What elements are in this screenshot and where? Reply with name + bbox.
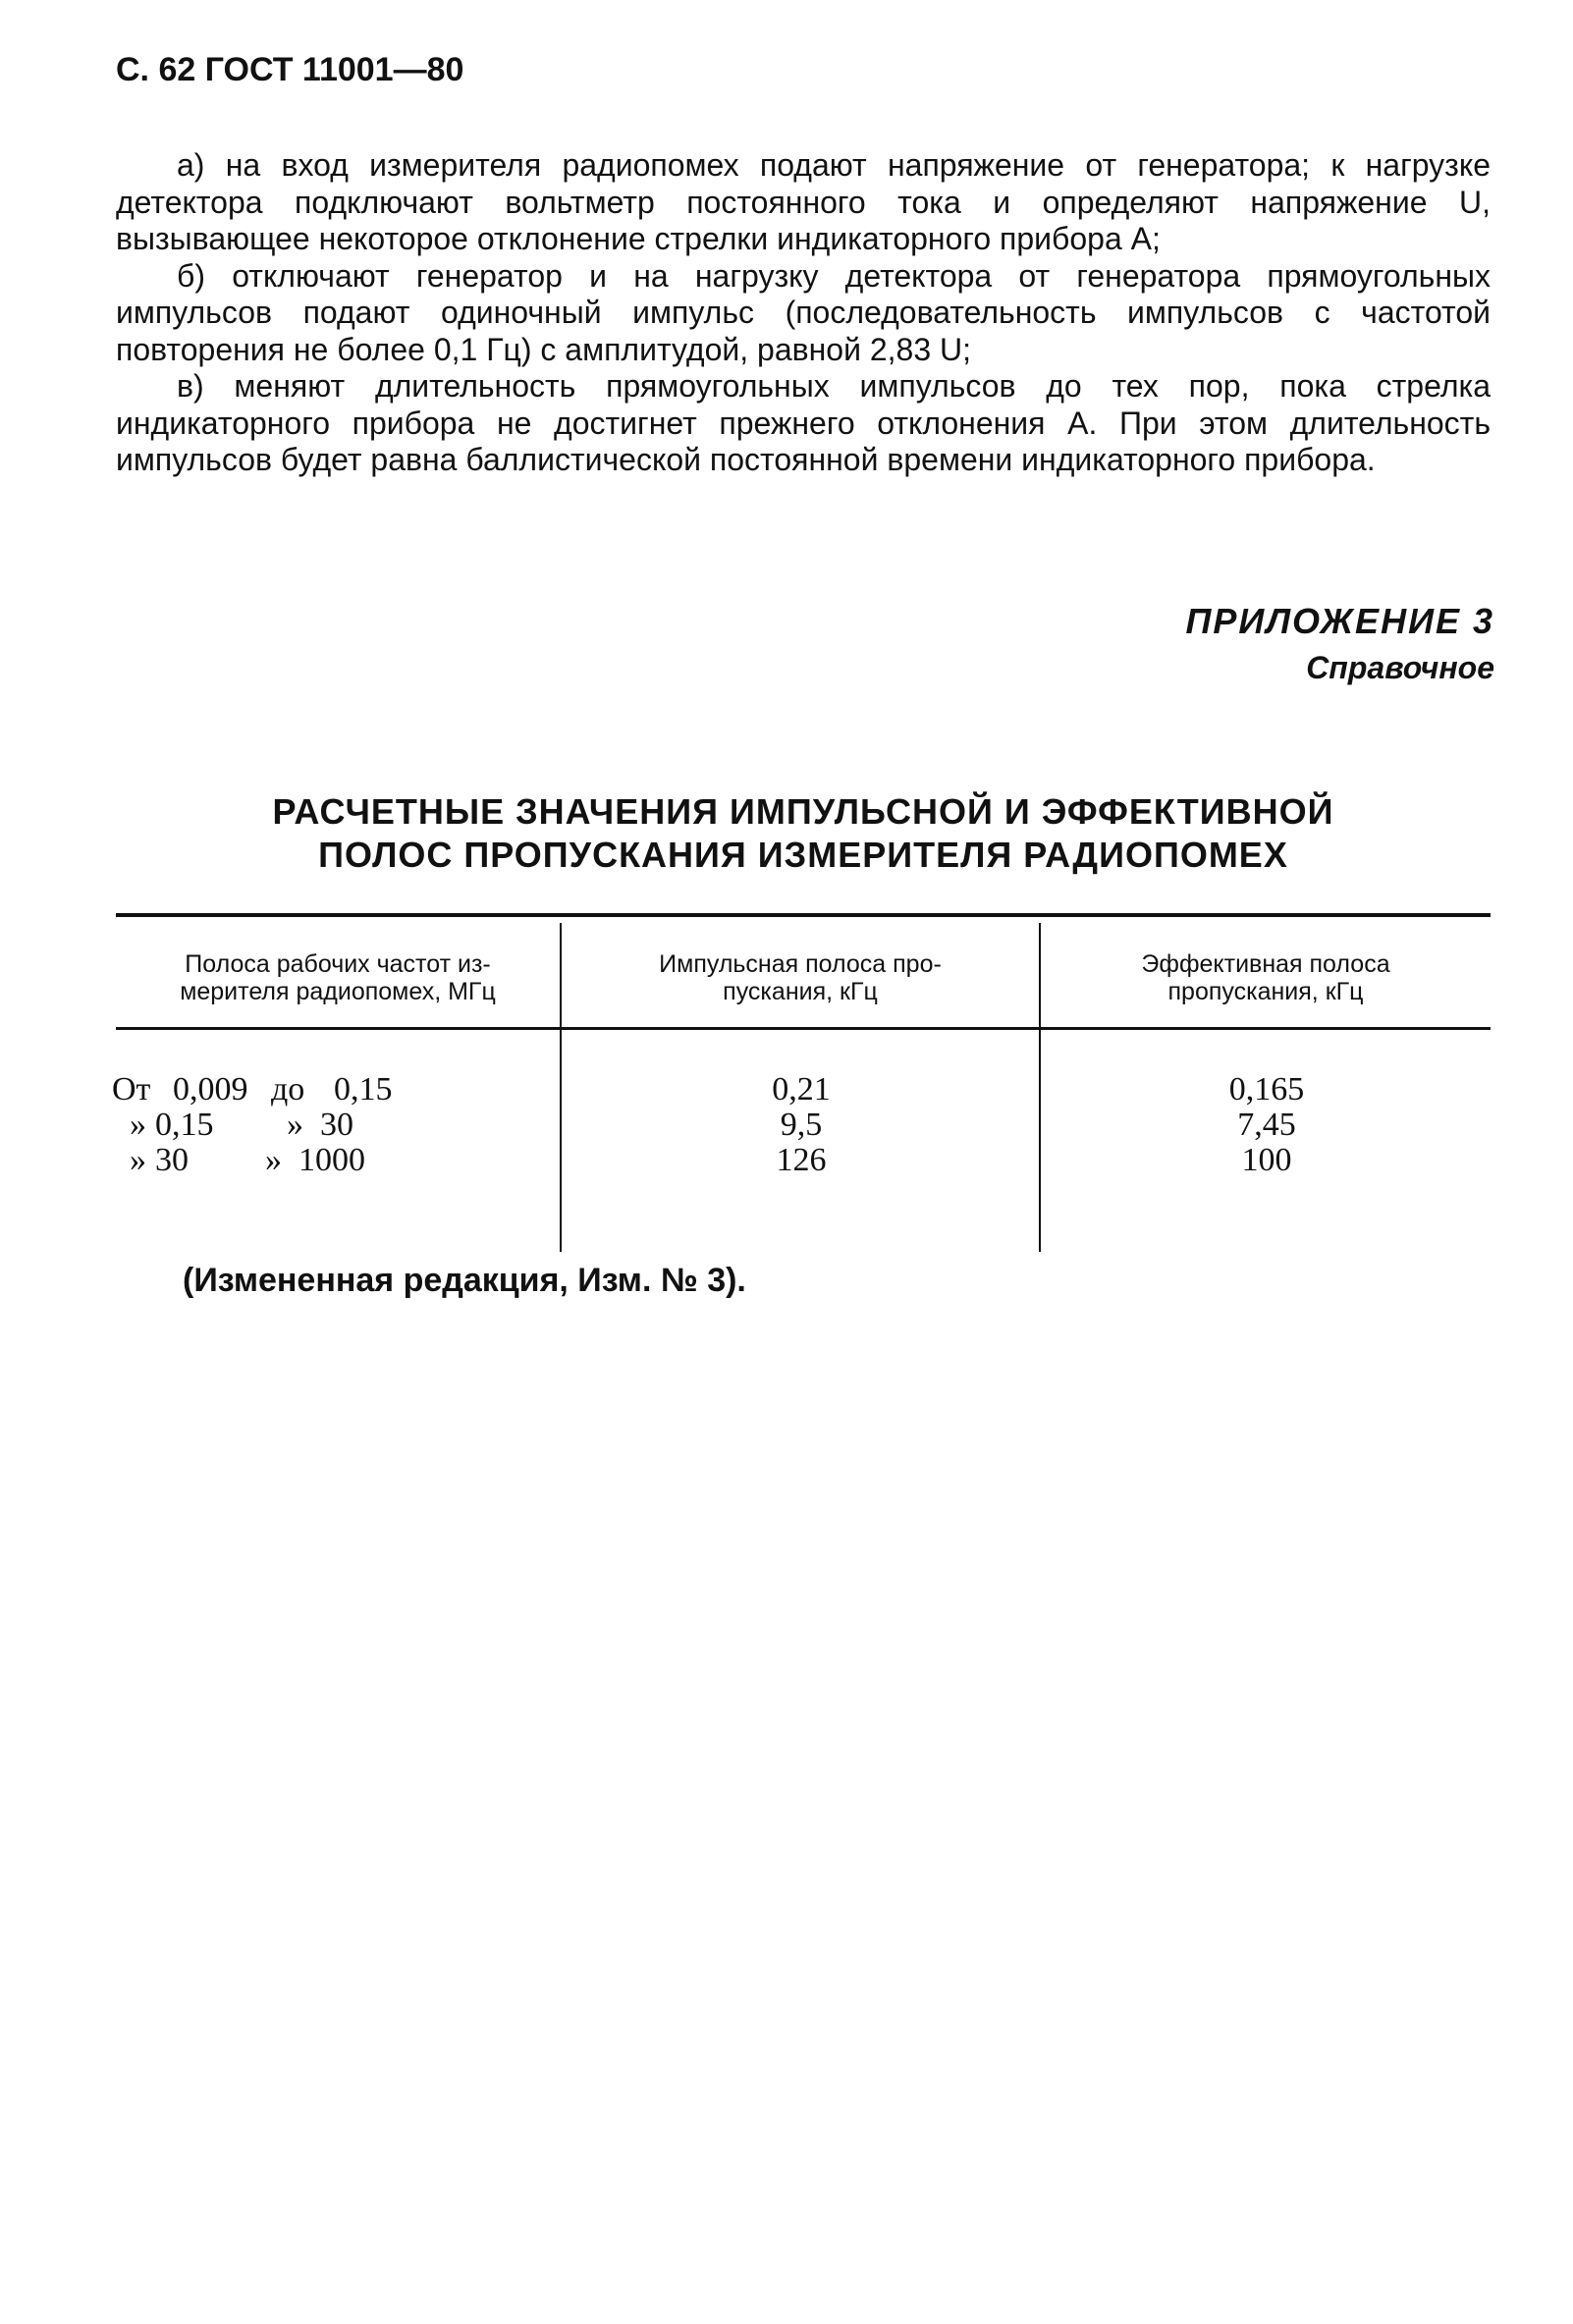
range-from: 0,15: [155, 1107, 214, 1143]
table-top-rule: [116, 913, 1491, 917]
range-from-word: »: [130, 1142, 146, 1178]
bandwidth-table: [112, 913, 1491, 1252]
header-line: пускания, кГц: [723, 978, 878, 1005]
range-to: 0,15: [334, 1071, 393, 1108]
table-cell: 126: [776, 1142, 827, 1178]
title-line-2: ПОЛОС ПРОПУСКАНИЯ ИЗМЕРИТЕЛЯ РАДИОПОМЕХ: [318, 835, 1288, 875]
effective-bandwidth-column: [1043, 1072, 1491, 1178]
range-from-word: От: [112, 1071, 151, 1108]
appendix-label: ПРИЛОЖЕНИЕ 3: [1185, 601, 1494, 641]
range-to: 1000: [298, 1142, 365, 1178]
range-from-word: »: [130, 1107, 146, 1143]
table-cell: 0,21: [772, 1071, 831, 1108]
frequency-band-column: [112, 1072, 554, 1178]
appendix-type: Справочное: [1306, 650, 1494, 685]
table-header-rule: [116, 1027, 1491, 1030]
body-text: [116, 147, 1491, 479]
table-cell: 0,165: [1228, 1071, 1305, 1108]
paragraph-c: в) меняют длительность прямоугольных импульсов до тех пор, пока стрелка индикаторного прибора не достигнет прежнего отклонения A. При этом длительность импульсов будет равна баллистической постоянной времени индикаторного прибора.: [116, 368, 1491, 477]
header-line: пропускания, кГц: [1167, 978, 1364, 1005]
range-from: 30: [155, 1142, 189, 1178]
paragraph-a: а) на вход измерителя радиопомех подают напряжение от генератора; к нагрузке детектора подключают вольтметр постоянного тока и определяют напряжение U, вызывающее некоторое отклонение стрелки индикаторного прибора A;: [116, 147, 1491, 256]
range-to-word: »: [287, 1107, 303, 1143]
impulse-bandwidth-column: [564, 1072, 1039, 1178]
header-line: Импульсная полоса про-: [659, 950, 942, 978]
range-to-word: до: [271, 1071, 305, 1108]
header-effective-bandwidth: [1041, 950, 1491, 1005]
range-to-word: »: [265, 1142, 282, 1178]
range-to: 30: [320, 1107, 353, 1143]
table-row: [112, 1108, 554, 1143]
table-row: [112, 1143, 554, 1178]
header-line: Эффективная полоса: [1141, 950, 1390, 978]
table-cell: 9,5: [780, 1107, 823, 1143]
header-line: Полоса рабочих частот из-: [185, 950, 491, 978]
title-line-1: РАСЧЕТНЫЕ ЗНАЧЕНИЯ ИМПУЛЬСНОЙ И ЭФФЕКТИВНОЙ: [272, 791, 1334, 832]
paragraph-b: б) отключают генератор и на нагрузку детектора от генератора прямоугольных импульсов подают одиночный импульс (последовательность импульсов с частотой повторения не более 0,1 Гц) с амплитудой, равной 2,83 U;: [116, 257, 1491, 367]
page-header: С. 62 ГОСТ 11001—80: [116, 51, 464, 88]
table-row: [112, 1072, 554, 1108]
range-from: 0,009: [173, 1071, 248, 1108]
table-title: [116, 790, 1491, 877]
revision-note: (Измененная редакция, Изм. № 3).: [183, 1262, 746, 1299]
appendix-heading: [1186, 601, 1494, 686]
header-line: мерителя радиопомех, МГц: [180, 978, 496, 1005]
header-impulse-bandwidth: [562, 950, 1039, 1005]
header-frequency-band: [116, 950, 560, 1005]
table-cell: 7,45: [1237, 1107, 1296, 1143]
table-cell: 100: [1241, 1142, 1292, 1178]
